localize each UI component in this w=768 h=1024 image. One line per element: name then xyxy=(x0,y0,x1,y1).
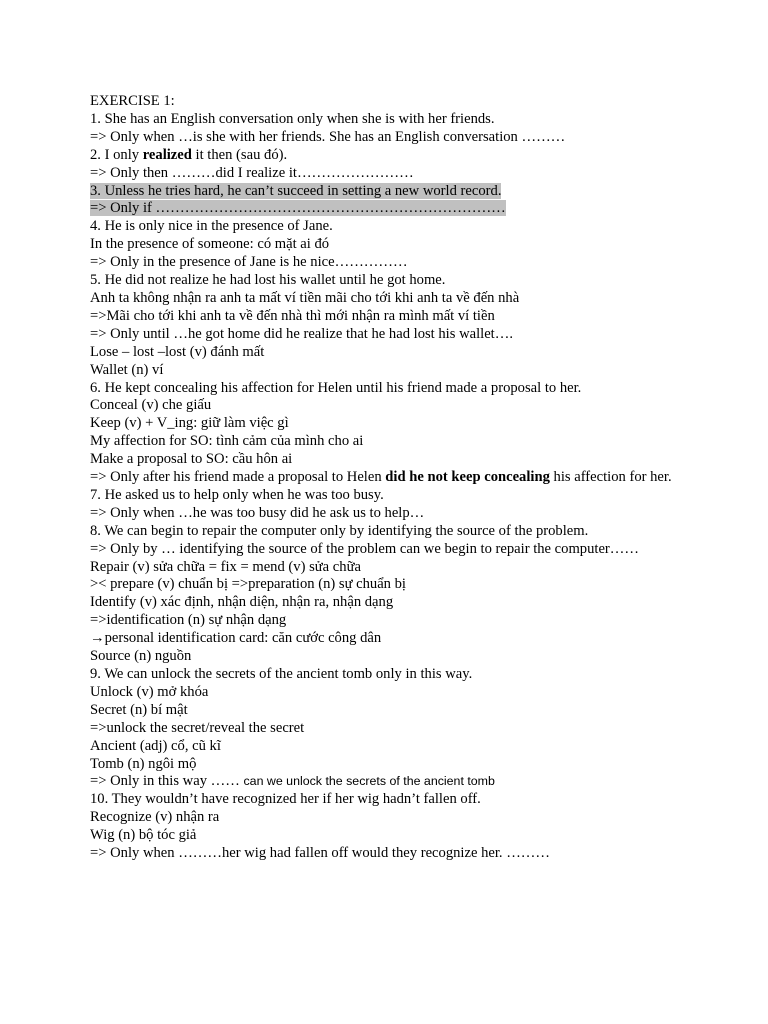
answer-9-part-1: => Only in this way …… xyxy=(90,773,244,790)
vocab-8c: Identify (v) xác định, nhận diện, nhận ra, nhận dạng xyxy=(90,594,394,611)
sentence-3-highlighted: 3. Unless he tries hard, he can’t succeed in setting a new world record. xyxy=(90,182,502,199)
answer-2: => Only then ………did I realize it…………………… xyxy=(90,164,414,181)
vocab-10b: Wig (n) bộ tóc giả xyxy=(90,827,197,844)
vocab-6d: Make a proposal to SO: cầu hôn ai xyxy=(90,451,293,468)
answer-9 xyxy=(90,773,690,791)
vocab-8f: Source (n) nguồn xyxy=(90,648,192,665)
document-page xyxy=(90,93,690,863)
sentence-4: 4. He is only nice in the presence of Jane. xyxy=(90,218,333,235)
answer-3-highlighted: => Only if ……………………………………………………………… xyxy=(90,200,506,217)
arrow-right-icon: → xyxy=(90,630,105,647)
sentence-9: 9. We can unlock the secrets of the ancient tomb only in this way. xyxy=(90,666,473,682)
vocab-6c: My affection for SO: tình cảm của mình cho ai xyxy=(90,433,364,450)
answer-10: => Only when ………her wig had fallen off would they recognize her. ……… xyxy=(90,845,550,862)
translation-5a: Anh ta không nhận ra anh ta mất ví tiền mãi cho tới khi anh ta về đến nhà xyxy=(90,289,520,306)
vocab-9d: Ancient (adj) cổ, cũ kĩ xyxy=(90,737,221,754)
sentence-1: 1. She has an English conversation only when she is with her friends. xyxy=(90,110,495,127)
vocab-8e-text: personal identification card: căn cước công dân xyxy=(104,630,382,647)
sentence-2-part-2: it then (sau đó). xyxy=(191,146,288,163)
vocab-6a: Conceal (v) che giấu xyxy=(90,397,212,414)
sentence-2-bold: realized xyxy=(142,146,192,163)
vocab-4a: In the presence of someone: có mặt ai đó xyxy=(90,236,330,253)
vocab-5a: Lose – lost –lost (v) đánh mất xyxy=(90,343,265,360)
vocab-9c: =>unlock the secret/reveal the secret xyxy=(90,719,305,736)
sentence-2-part-1: 2. I only xyxy=(90,146,143,163)
answer-8: => Only by … identifying the source of the problem can we begin to repair the computer…… xyxy=(90,540,639,557)
sentence-5: 5. He did not realize he had lost his wallet until he got home. xyxy=(90,272,446,289)
vocab-8d: =>identification (n) sự nhận dạng xyxy=(90,612,287,629)
answer-6 xyxy=(90,469,690,487)
sentence-10: 10. They wouldn’t have recognized her if her wig hadn’t fallen off. xyxy=(90,791,481,808)
exercise-title: EXERCISE 1: xyxy=(90,93,175,109)
answer-6-part-2: his affection for her. xyxy=(549,469,672,486)
answer-3 xyxy=(90,200,690,218)
vocab-8e xyxy=(90,630,690,648)
vocab-10a: Recognize (v) nhận ra xyxy=(90,809,220,826)
vocab-8a: Repair (v) sửa chữa = fix = mend (v) sửa chữa xyxy=(90,558,361,575)
sentence-2 xyxy=(90,147,690,165)
translation-5b: =>Mãi cho tới khi anh ta về đến nhà thì mới nhận ra mình mất ví tiền xyxy=(90,307,495,324)
sentence-8: 8. We can begin to repair the computer only by identifying the source of the problem. xyxy=(90,522,589,539)
answer-7: => Only when …he was too busy did he ask us to help… xyxy=(90,504,425,521)
vocab-9a: Unlock (v) mở khóa xyxy=(90,683,209,700)
sentence-3 xyxy=(90,183,690,201)
sentence-6: 6. He kept concealing his affection for Helen until his friend made a proposal to her. xyxy=(90,379,582,396)
answer-1: => Only when …is she with her friends. She has an English conversation ……… xyxy=(90,128,566,145)
vocab-6b: Keep (v) + V_ing: giữ làm việc gì xyxy=(90,415,289,432)
answer-6-part-1: => Only after his friend made a proposal to Helen xyxy=(90,469,386,486)
answer-4: => Only in the presence of Jane is he nice…………… xyxy=(90,254,408,271)
answer-5: => Only until …he got home did he realize that he had lost his wallet…. xyxy=(90,325,513,342)
vocab-8b: >< prepare (v) chuẩn bị =>preparation (n) sự chuẩn bị xyxy=(90,576,406,593)
sentence-7: 7. He asked us to help only when he was too busy. xyxy=(90,486,384,503)
vocab-5b: Wallet (n) ví xyxy=(90,361,164,378)
vocab-9b: Secret (n) bí mật xyxy=(90,701,188,718)
vocab-9e: Tomb (n) ngôi mộ xyxy=(90,755,197,772)
answer-9-part-2: can we unlock the secrets of the ancient tomb xyxy=(243,774,495,789)
answer-6-bold: did he not keep concealing xyxy=(385,469,550,486)
